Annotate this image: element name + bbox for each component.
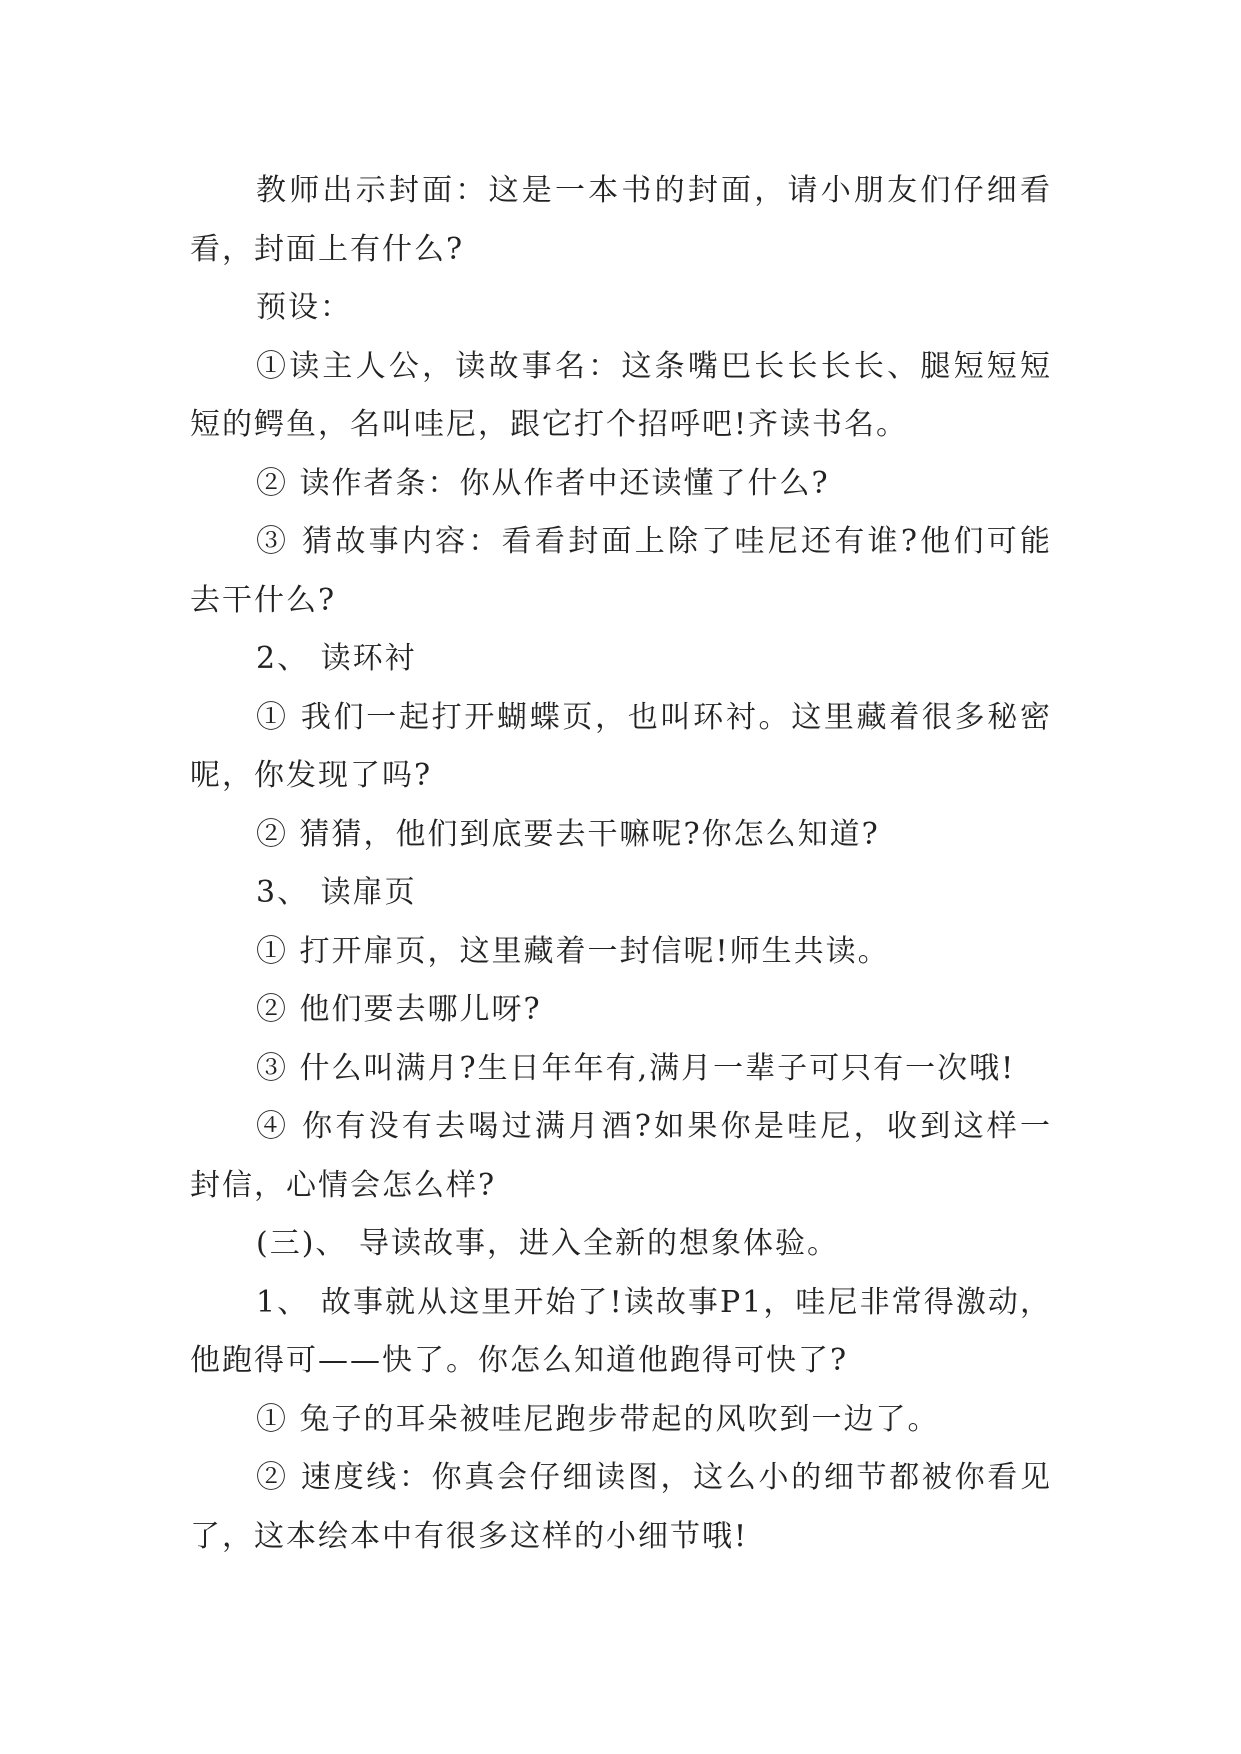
- heading-title-page: 3、 读扉页: [256, 875, 417, 910]
- paragraph-rabbit-ears: ① 兔子的耳朵被哇尼跑步带起的风吹到一边了。: [256, 1401, 940, 1437]
- paragraph-read-title: ①读主人公，读故事名：这条嘴巴长长长长、腿短短短短的鳄鱼，名叫哇尼，跟它打个招呼吧!齐读书名。: [190, 348, 1052, 442]
- paragraph-full-moon: ③ 什么叫满月?生日年年有,满月一辈子可只有一次哦!: [256, 1050, 1016, 1086]
- paragraph-where-going: ② 他们要去哪儿呀?: [256, 992, 542, 1027]
- heading-endpaper: 2、 读环衬: [256, 641, 417, 676]
- paragraph-guess-purpose: ② 猜猜，他们到底要去干嘛呢?你怎么知道?: [256, 816, 880, 852]
- paragraph-preset: 预设：: [256, 290, 352, 325]
- paragraph-speed-lines: ② 速度线：你真会仔细读图，这么小的细节都被你看见了，这本绘本中有很多这样的小细节哦!: [190, 1460, 1052, 1554]
- paragraph-guess-story: ③ 猜故事内容：看看封面上除了哇尼还有谁?他们可能去干什么?: [190, 524, 1052, 618]
- paragraph-open-title-page: ① 打开扉页，这里藏着一封信呢!师生共读。: [256, 933, 890, 969]
- paragraph-open-endpaper: ① 我们一起打开蝴蝶页，也叫环衬。这里藏着很多秘密呢，你发现了吗?: [190, 699, 1052, 793]
- heading-guided-reading: (三)、 导读故事，进入全新的想象体验。: [256, 1226, 839, 1261]
- paragraph-read-author: ② 读作者条：你从作者中还读懂了什么?: [256, 465, 830, 501]
- paragraph-cover-intro: 教师出示封面：这是一本书的封面，请小朋友们仔细看看，封面上有什么?: [190, 173, 1052, 267]
- paragraph-story-start: 1、 故事就从这里开始了!读故事P1，哇尼非常得激动，他跑得可——快了。你怎么知道他跑得可快了?: [190, 1284, 1052, 1378]
- paragraph-full-moon-wine: ④ 你有没有去喝过满月酒?如果你是哇尼，收到这样一封信，心情会怎么样?: [190, 1109, 1052, 1203]
- document-body: [190, 162, 1052, 1566]
